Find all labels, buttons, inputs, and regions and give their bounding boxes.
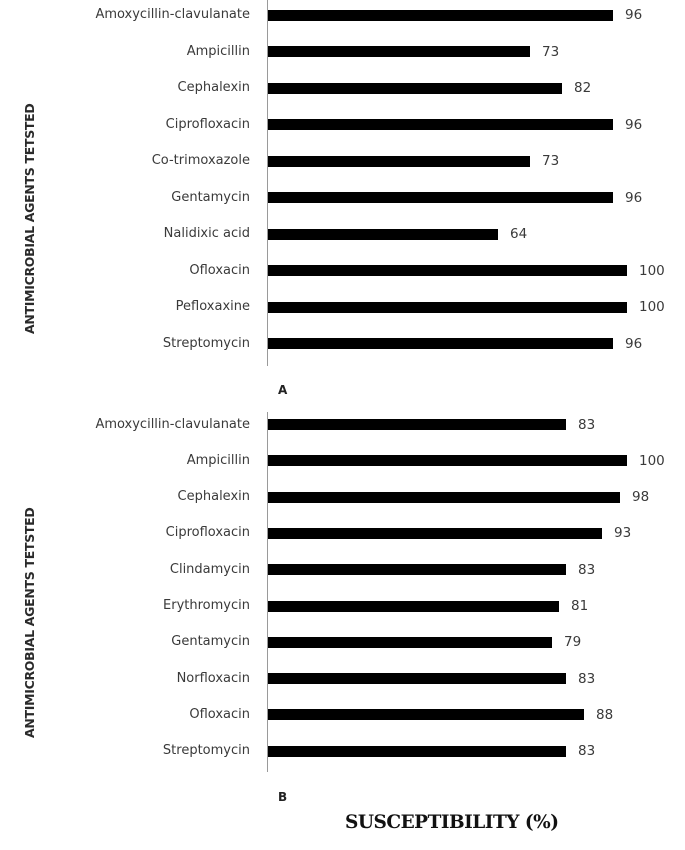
value-label: 83 — [578, 743, 596, 760]
bar — [268, 673, 566, 684]
category-label: Cephalexin — [177, 489, 250, 505]
bar — [268, 419, 566, 430]
category-label: Erythromycin — [163, 598, 250, 613]
value-label: 79 — [564, 634, 582, 651]
panel-label: B — [278, 790, 288, 804]
category-label: Streptomycin — [162, 335, 250, 351]
category-label: Streptomycin — [162, 743, 250, 759]
value-label: 96 — [625, 335, 643, 352]
category-label: Ciprofloxacin — [165, 525, 250, 541]
category-label: Ampicillin — [186, 43, 250, 59]
value-label: 100 — [639, 262, 665, 279]
bar — [268, 455, 627, 466]
y-axis-title: ANTIMICROBIAL AGENTS TETSTED — [22, 507, 37, 738]
category-label: Cephalexin — [177, 80, 250, 95]
panel-label: A — [278, 383, 288, 397]
value-label: 83 — [578, 561, 596, 578]
category-label: Nalidixic acid — [163, 226, 250, 241]
bar — [268, 564, 566, 575]
category-label: Ciprofloxacin — [165, 116, 250, 132]
category-label: Gentamycin — [171, 189, 250, 205]
value-label: 83 — [578, 670, 596, 687]
category-label: Clindamycin — [169, 561, 250, 577]
bar — [268, 637, 552, 648]
value-label: 82 — [574, 80, 592, 96]
value-label: 98 — [632, 489, 650, 506]
x-axis-title: SUSCEPTIBILITY (%) — [345, 812, 559, 833]
bar — [268, 492, 620, 503]
bar — [268, 601, 559, 612]
bar — [268, 709, 584, 720]
category-label: Amoxycillin-clavulanate — [95, 7, 250, 22]
category-label: Amoxycillin-clavulanate — [95, 416, 250, 432]
category-label: Ofloxacin — [189, 262, 250, 278]
value-label: 96 — [625, 116, 643, 133]
value-label: 100 — [639, 452, 665, 469]
bar — [268, 746, 566, 757]
value-label: 73 — [542, 153, 560, 169]
value-label: 64 — [510, 226, 528, 242]
y-axis-title: ANTIMICROBIAL AGENTS TETSTED — [22, 103, 37, 334]
bar — [268, 528, 602, 539]
value-label: 88 — [596, 706, 614, 723]
value-label: 83 — [578, 416, 596, 433]
category-label: Co-trimoxazole — [151, 153, 250, 168]
value-label: 96 — [625, 189, 643, 206]
category-label: Ampicillin — [186, 452, 250, 468]
value-label: 93 — [614, 525, 632, 542]
category-label: Pefloxaxine — [175, 299, 250, 314]
value-label: 73 — [542, 43, 560, 60]
value-label: 96 — [625, 7, 643, 23]
category-label: Ofloxacin — [189, 706, 250, 722]
category-label: Norfloxacin — [176, 670, 250, 686]
value-label: 100 — [639, 299, 665, 315]
value-label: 81 — [571, 598, 589, 614]
category-label: Gentamycin — [171, 634, 250, 650]
